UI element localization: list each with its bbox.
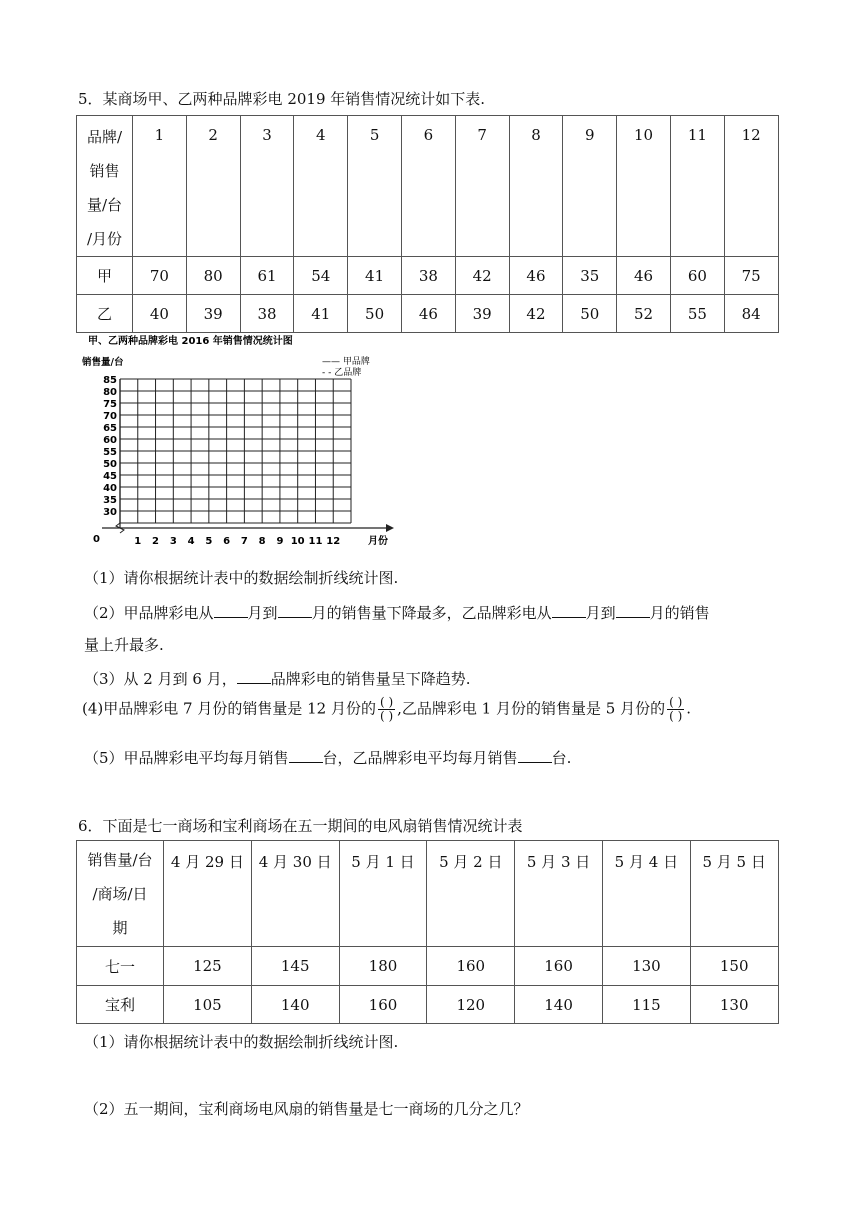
grid-y-tick-label: 45 bbox=[103, 471, 117, 482]
q5-row-label: 乙 bbox=[77, 295, 133, 333]
q6-cell: 145 bbox=[251, 947, 339, 986]
q5-sub2-text: （2）甲品牌彩电从 bbox=[84, 604, 214, 622]
grid-y-tick-label: 85 bbox=[103, 375, 117, 386]
grid-y-ticks bbox=[103, 375, 117, 518]
q6-cell: 160 bbox=[339, 986, 427, 1024]
q6-cell: 150 bbox=[690, 947, 778, 986]
q6-header-line: /商场/日 bbox=[92, 885, 148, 903]
q5-sub3-text: （3）从 2 月到 6 月， bbox=[84, 670, 237, 688]
q5-title: 5．某商场甲、乙两种品牌彩电 2019 年销售情况统计如下表. bbox=[78, 90, 486, 108]
grid-y-tick-label: 30 bbox=[103, 507, 117, 518]
q5-sub2 bbox=[84, 602, 710, 623]
q5-cell: 54 bbox=[294, 257, 348, 295]
q6-date-header: 5 月 5 日 bbox=[690, 841, 778, 947]
q5-month-header: 4 bbox=[294, 116, 348, 257]
q5-month-header: 8 bbox=[509, 116, 563, 257]
q5-cell: 42 bbox=[455, 257, 509, 295]
q5-sub5-text: （5）甲品牌彩电平均每月销售 bbox=[84, 749, 289, 767]
grid-origin-label: 0 bbox=[93, 534, 100, 545]
answer-blank[interactable] bbox=[616, 603, 650, 618]
grid-x-tick-label: 7 bbox=[240, 536, 248, 547]
grid-y-tick-label: 75 bbox=[103, 399, 117, 410]
q6-header-line: 期 bbox=[112, 919, 128, 937]
grid-y-tick-label: 55 bbox=[103, 447, 117, 458]
q5-cell: 84 bbox=[724, 295, 778, 333]
q6-header-row bbox=[77, 841, 779, 947]
q5-month-header: 2 bbox=[186, 116, 240, 257]
fraction-denominator: ( ) bbox=[669, 709, 683, 723]
fraction-blank[interactable] bbox=[378, 696, 395, 723]
q5-sub5-text: 台. bbox=[551, 749, 572, 767]
q5-cell: 50 bbox=[563, 295, 617, 333]
answer-blank[interactable] bbox=[518, 748, 552, 763]
q6-row-label: 宝利 bbox=[77, 986, 164, 1024]
q5-sub2-text: 月到 bbox=[585, 604, 616, 622]
fraction-numerator: ( ) bbox=[379, 695, 394, 709]
q5-sub2-text: 月到 bbox=[247, 604, 278, 622]
q6-sub2: （2）五一期间，宝利商场电风扇的销售量是七一商场的几分之几？ bbox=[84, 1100, 529, 1118]
grid-x-tick-label: 8 bbox=[258, 536, 266, 547]
q5-sub1: （1）请你根据统计表中的数据绘制折线统计图. bbox=[84, 569, 399, 587]
q5-cell: 46 bbox=[401, 295, 455, 333]
q5-sub4-text: ,乙品牌彩电 1 月份的销售量是 5 月份的 bbox=[397, 699, 666, 718]
q5-cell: 61 bbox=[240, 257, 294, 295]
q5-cell: 46 bbox=[617, 257, 671, 295]
grid-x-tick-label: 6 bbox=[223, 536, 231, 547]
q6-cell: 105 bbox=[164, 986, 252, 1024]
q6-title: 6．下面是七一商场和宝利商场在五一期间的电风扇销售情况统计表 bbox=[78, 817, 523, 835]
q5-cell: 39 bbox=[186, 295, 240, 333]
q5-blank-grid-figure bbox=[78, 333, 398, 555]
fraction-denominator: ( ) bbox=[379, 709, 394, 723]
grid-x-tick-label: 12 bbox=[326, 536, 341, 547]
grid-y-tick-label: 70 bbox=[103, 411, 117, 422]
q5-cell: 38 bbox=[240, 295, 294, 333]
q5-sub2-text: 月的销售量下降最多，乙品牌彩电从 bbox=[311, 604, 552, 622]
fraction-numerator: ( ) bbox=[669, 695, 683, 709]
grid-y-tick-label: 40 bbox=[103, 483, 117, 494]
q6-cell: 140 bbox=[251, 986, 339, 1024]
q5-sub2-text: 月的销售 bbox=[649, 604, 710, 622]
grid-legend-yi: - - 乙品牌 bbox=[322, 368, 362, 378]
q6-cell: 180 bbox=[339, 947, 427, 986]
q6-sub1: （1）请你根据统计表中的数据绘制折线统计图. bbox=[84, 1033, 399, 1051]
q5-cell: 42 bbox=[509, 295, 563, 333]
q5-table bbox=[76, 115, 779, 333]
q5-header-line: 品牌/ bbox=[86, 128, 123, 146]
q5-sub3-text: 品牌彩电的销售量呈下降趋势. bbox=[270, 670, 471, 688]
q5-month-header: 3 bbox=[240, 116, 294, 257]
q6-row-label: 七一 bbox=[77, 947, 164, 986]
q5-sub4-text: (4)甲品牌彩电 7 月份的销售量是 12 月份的 bbox=[82, 699, 376, 718]
q6-cell: 130 bbox=[690, 986, 778, 1024]
q6-cell: 160 bbox=[515, 947, 603, 986]
q5-month-header: 1 bbox=[133, 116, 187, 257]
q5-cell: 41 bbox=[294, 295, 348, 333]
grid-x-tick-label: 1 bbox=[134, 536, 142, 547]
q5-cell: 75 bbox=[724, 257, 778, 295]
grid-y-tick-label: 50 bbox=[103, 459, 117, 470]
q5-cell: 60 bbox=[670, 257, 724, 295]
q5-header-line: 量/台 bbox=[86, 196, 123, 214]
q5-month-header: 6 bbox=[401, 116, 455, 257]
q5-month-header: 12 bbox=[724, 116, 778, 257]
q5-row-jia bbox=[77, 257, 779, 295]
grid-figure-title: 甲、乙两种品牌彩电 2016 年销售情况统计图 bbox=[88, 336, 293, 347]
answer-blank[interactable] bbox=[278, 603, 312, 618]
q6-header-label bbox=[77, 841, 164, 947]
q5-sub3 bbox=[84, 668, 471, 689]
q5-header-row bbox=[77, 116, 779, 257]
q5-row-label: 甲 bbox=[77, 257, 133, 295]
q5-cell: 38 bbox=[401, 257, 455, 295]
q6-header-line: 销售量/台 bbox=[87, 851, 153, 869]
grid-y-tick-label: 60 bbox=[103, 435, 117, 446]
q6-row-baoli bbox=[77, 986, 779, 1024]
q5-sub4 bbox=[82, 696, 691, 723]
q5-cell: 35 bbox=[563, 257, 617, 295]
grid-lines bbox=[102, 379, 394, 533]
q5-header-line: 销售 bbox=[89, 162, 120, 180]
q5-month-header: 7 bbox=[455, 116, 509, 257]
fraction-blank[interactable] bbox=[667, 696, 684, 723]
q5-month-header: 5 bbox=[348, 116, 402, 257]
grid-x-tick-label: 2 bbox=[152, 536, 160, 547]
q5-month-header: 11 bbox=[670, 116, 724, 257]
q6-cell: 160 bbox=[427, 947, 515, 986]
q6-table bbox=[76, 840, 779, 1024]
q5-cell: 39 bbox=[455, 295, 509, 333]
q5-cell: 55 bbox=[670, 295, 724, 333]
grid-x-tick-label: 10 bbox=[290, 536, 305, 547]
q5-cell: 46 bbox=[509, 257, 563, 295]
q5-sub2-cont: 量上升最多. bbox=[84, 636, 164, 654]
q5-cell: 70 bbox=[133, 257, 187, 295]
x-axis-arrow-icon bbox=[386, 524, 394, 532]
grid-y-tick-label: 35 bbox=[103, 495, 117, 506]
q5-sub5-text: 台，乙品牌彩电平均每月销售 bbox=[322, 749, 518, 767]
q6-date-header: 4 月 30 日 bbox=[251, 841, 339, 947]
q5-cell: 52 bbox=[617, 295, 671, 333]
grid-y-tick-label: 65 bbox=[103, 423, 117, 434]
q5-cell: 40 bbox=[133, 295, 187, 333]
grid-x-tick-label: 5 bbox=[205, 536, 213, 547]
q5-cell: 41 bbox=[348, 257, 402, 295]
q5-cell: 50 bbox=[348, 295, 402, 333]
q6-row-qiyi bbox=[77, 947, 779, 986]
q6-date-header: 4 月 29 日 bbox=[164, 841, 252, 947]
q6-cell: 130 bbox=[602, 947, 690, 986]
q5-sub4-text: . bbox=[686, 699, 692, 718]
grid-y-tick-label: 80 bbox=[103, 387, 117, 398]
q5-cell: 80 bbox=[186, 257, 240, 295]
answer-blank[interactable] bbox=[289, 748, 323, 763]
grid-legend-jia: —— 甲品牌 bbox=[322, 357, 370, 367]
grid-x-tick-label: 3 bbox=[169, 536, 177, 547]
grid-x-tick-label: 11 bbox=[308, 536, 323, 547]
q6-date-header: 5 月 3 日 bbox=[515, 841, 603, 947]
answer-blank[interactable] bbox=[237, 669, 271, 684]
grid-figure-ylabel: 销售量/台 bbox=[82, 357, 124, 368]
q5-month-header: 10 bbox=[617, 116, 671, 257]
q5-sub5 bbox=[84, 747, 571, 768]
q6-cell: 115 bbox=[602, 986, 690, 1024]
grid-figure-xlabel: 月份 bbox=[368, 536, 388, 547]
q6-cell: 140 bbox=[515, 986, 603, 1024]
grid-x-ticks bbox=[134, 536, 340, 547]
answer-blank[interactable] bbox=[214, 603, 248, 618]
grid-x-tick-label: 9 bbox=[276, 536, 284, 547]
q5-month-header: 9 bbox=[563, 116, 617, 257]
q6-date-header: 5 月 4 日 bbox=[602, 841, 690, 947]
q6-date-header: 5 月 1 日 bbox=[339, 841, 427, 947]
q6-date-header: 5 月 2 日 bbox=[427, 841, 515, 947]
q6-cell: 120 bbox=[427, 986, 515, 1024]
grid-x-tick-label: 4 bbox=[187, 536, 195, 547]
answer-blank[interactable] bbox=[552, 603, 586, 618]
q6-cell: 125 bbox=[164, 947, 252, 986]
q5-header-line: /月份 bbox=[86, 230, 123, 248]
q5-row-yi bbox=[77, 295, 779, 333]
q5-header-label bbox=[77, 116, 133, 257]
